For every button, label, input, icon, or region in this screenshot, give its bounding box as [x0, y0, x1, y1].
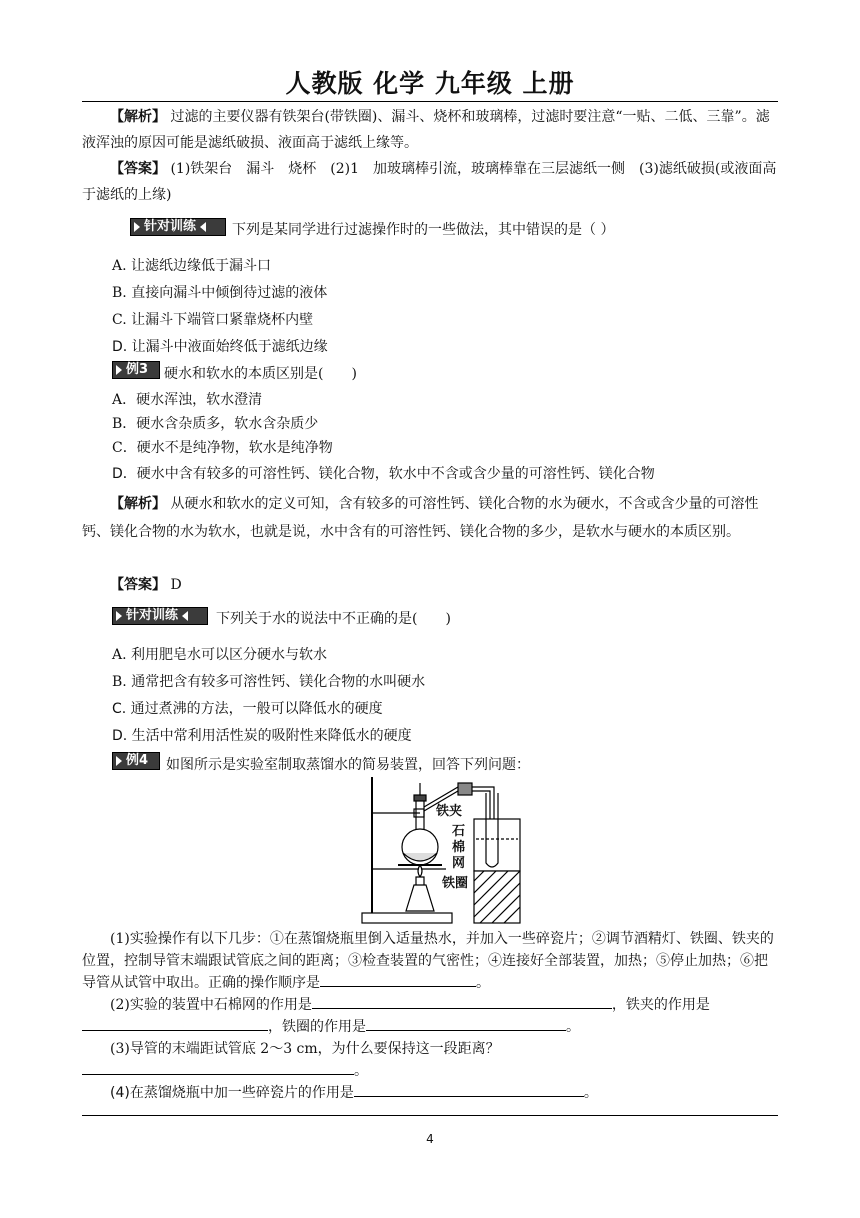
- example-tag-4: [112, 752, 160, 770]
- example4-q1: [82, 928, 778, 994]
- triangle-left-icon: [200, 222, 206, 232]
- answer-text: D: [170, 577, 182, 593]
- answer-paragraph-1: [82, 156, 778, 208]
- q4-period: 。: [583, 1085, 598, 1101]
- example4-q2: [82, 994, 778, 1038]
- practice1-option-a: A. 让滤纸边缘低于漏斗口: [112, 258, 272, 274]
- triangle-right-icon: [116, 611, 122, 621]
- q2-period: 。: [566, 1019, 580, 1035]
- practice2-option-c: C. 通过煮沸的方法，一般可以降低水的硬度: [112, 701, 383, 717]
- example4-question: 如图所示是实验室制取蒸馏水的简易装置，回答下列问题：: [166, 757, 530, 773]
- q3-period: 。: [354, 1063, 368, 1079]
- example3-option-c: C．硬水不是纯净物，软水是纯净物: [112, 440, 333, 456]
- example-tag-3: [112, 361, 160, 379]
- analysis-text: 过滤的主要仪器有铁架台(带铁圈)、漏斗、烧杯和玻璃棒，过滤时要注意“一贴、二低、三靠”。滤液浑浊的原因可能是滤纸破损、液面高于滤纸上缘等。: [82, 109, 770, 151]
- header-divider: [82, 101, 778, 102]
- triangle-right-icon: [134, 222, 140, 232]
- q3-text: (3)导管的末端距试管底 2～3 cm，为什么要保持这一段距离？: [110, 1041, 500, 1057]
- analysis-label: 【解析】: [110, 109, 166, 125]
- practice-question-1: 下列是某同学进行过滤操作时的一些做法，其中错误的是（ ）: [232, 222, 615, 238]
- answer-paragraph-3: [82, 572, 778, 598]
- q2-blank-3: [366, 1016, 566, 1031]
- example3-option-b: B．硬水含杂质多，软水含杂质少: [112, 416, 319, 432]
- practice-tag-2: [112, 607, 208, 625]
- figure-label-iron-clamp: 铁夹: [436, 804, 463, 819]
- practice-tag-1: [130, 218, 226, 236]
- answer-label: 【答案】: [110, 161, 166, 177]
- distillation-apparatus-figure: [358, 773, 524, 928]
- example3-option-a: A．硬水浑浊，软水澄清: [112, 392, 263, 408]
- example3-option-d: D．硬水中含有较多的可溶性钙、镁化合物，软水中不含或含少量的可溶性钙、镁化合物: [112, 466, 655, 482]
- practice-question-2: 下列关于水的说法中不正确的是( ): [216, 611, 451, 627]
- analysis-label: 【解析】: [110, 496, 166, 512]
- q1-period: 。: [476, 975, 490, 991]
- triangle-right-icon: [116, 365, 122, 375]
- page-number: 4: [426, 1132, 434, 1146]
- answer-text: (1)铁架台 漏斗 烧杯 (2)1 加玻璃棒引流，玻璃棒靠在三层滤纸一侧 (3)滤纸破损(或液面高于滤纸的上缘): [82, 161, 777, 203]
- example4-q4: [82, 1082, 778, 1104]
- example-tag-label: 例3: [126, 362, 149, 377]
- example4-q3: [82, 1038, 778, 1082]
- footer-divider: [82, 1115, 778, 1116]
- figure-label-asbestos-3: 网: [452, 856, 466, 871]
- q4-text: (4)在蒸馏烧瓶中加一些碎瓷片的作用是: [110, 1085, 354, 1101]
- apparatus-drawing: [358, 773, 524, 928]
- example3-question: 硬水和软水的本质区别是( ): [164, 366, 357, 382]
- q3-blank: [82, 1060, 354, 1075]
- practice2-option-d: D. 生活中常利用活性炭的吸附性来降低水的硬度: [112, 728, 412, 744]
- q2-blank-1: [312, 994, 612, 1009]
- practice-tag-label: 针对训练: [126, 608, 179, 623]
- q2-text-b: ，铁夹的作用是: [611, 997, 710, 1013]
- practice1-option-d: D. 让漏斗中液面始终低于滤纸边缘: [112, 339, 328, 355]
- practice1-option-b: B. 直接向漏斗中倾倒待过滤的液体: [112, 285, 328, 301]
- practice2-option-b: B. 通常把含有较多可溶性钙、镁化合物的水叫硬水: [112, 674, 426, 690]
- figure-label-iron-ring: 铁圈: [442, 876, 469, 891]
- q2-text-c: ，铁圈的作用是: [268, 1019, 366, 1035]
- figure-label-asbestos-1: 石: [452, 824, 466, 839]
- q1-text: (1)实验操作有以下几步：①在蒸馏烧瓶里倒入适量热水，并加入一些碎瓷片；②调节酒精灯、铁圈、铁夹的位置，控制导管末端跟试管底之间的距离；③检查装置的气密性；④连接好全部装置，加热；⑤停止加热；⑥把导管从试管中取出。正确的操作顺序是: [82, 931, 774, 991]
- practice1-option-c: C. 让漏斗下端管口紧靠烧杯内壁: [112, 312, 314, 328]
- answer-label: 【答案】: [110, 577, 166, 593]
- analysis-paragraph-1: [82, 104, 778, 156]
- practice-tag-label: 针对训练: [144, 219, 197, 234]
- figure-label-asbestos-2: 棉: [452, 840, 466, 855]
- q2-text-a: (2)实验的装置中石棉网的作用是: [110, 997, 312, 1013]
- analysis-text: 从硬水和软水的定义可知，含有较多的可溶性钙、镁化合物的水为硬水，不含或含少量的可溶性钙、镁化合物的水为软水，也就是说，水中含有的可溶性钙、镁化合物的多少，是软水与硬水的本质区别。: [82, 496, 759, 540]
- analysis-paragraph-3: [82, 490, 778, 546]
- q4-blank: [354, 1082, 584, 1097]
- q1-blank: [320, 972, 476, 987]
- page-header-title: 人教版 化学 九年级 上册: [285, 69, 575, 98]
- example-tag-label: 例4: [126, 753, 149, 768]
- triangle-left-icon: [182, 611, 188, 621]
- q2-blank-2: [82, 1016, 268, 1031]
- triangle-right-icon: [116, 756, 122, 766]
- practice2-option-a: A. 利用肥皂水可以区分硬水与软水: [112, 647, 328, 663]
